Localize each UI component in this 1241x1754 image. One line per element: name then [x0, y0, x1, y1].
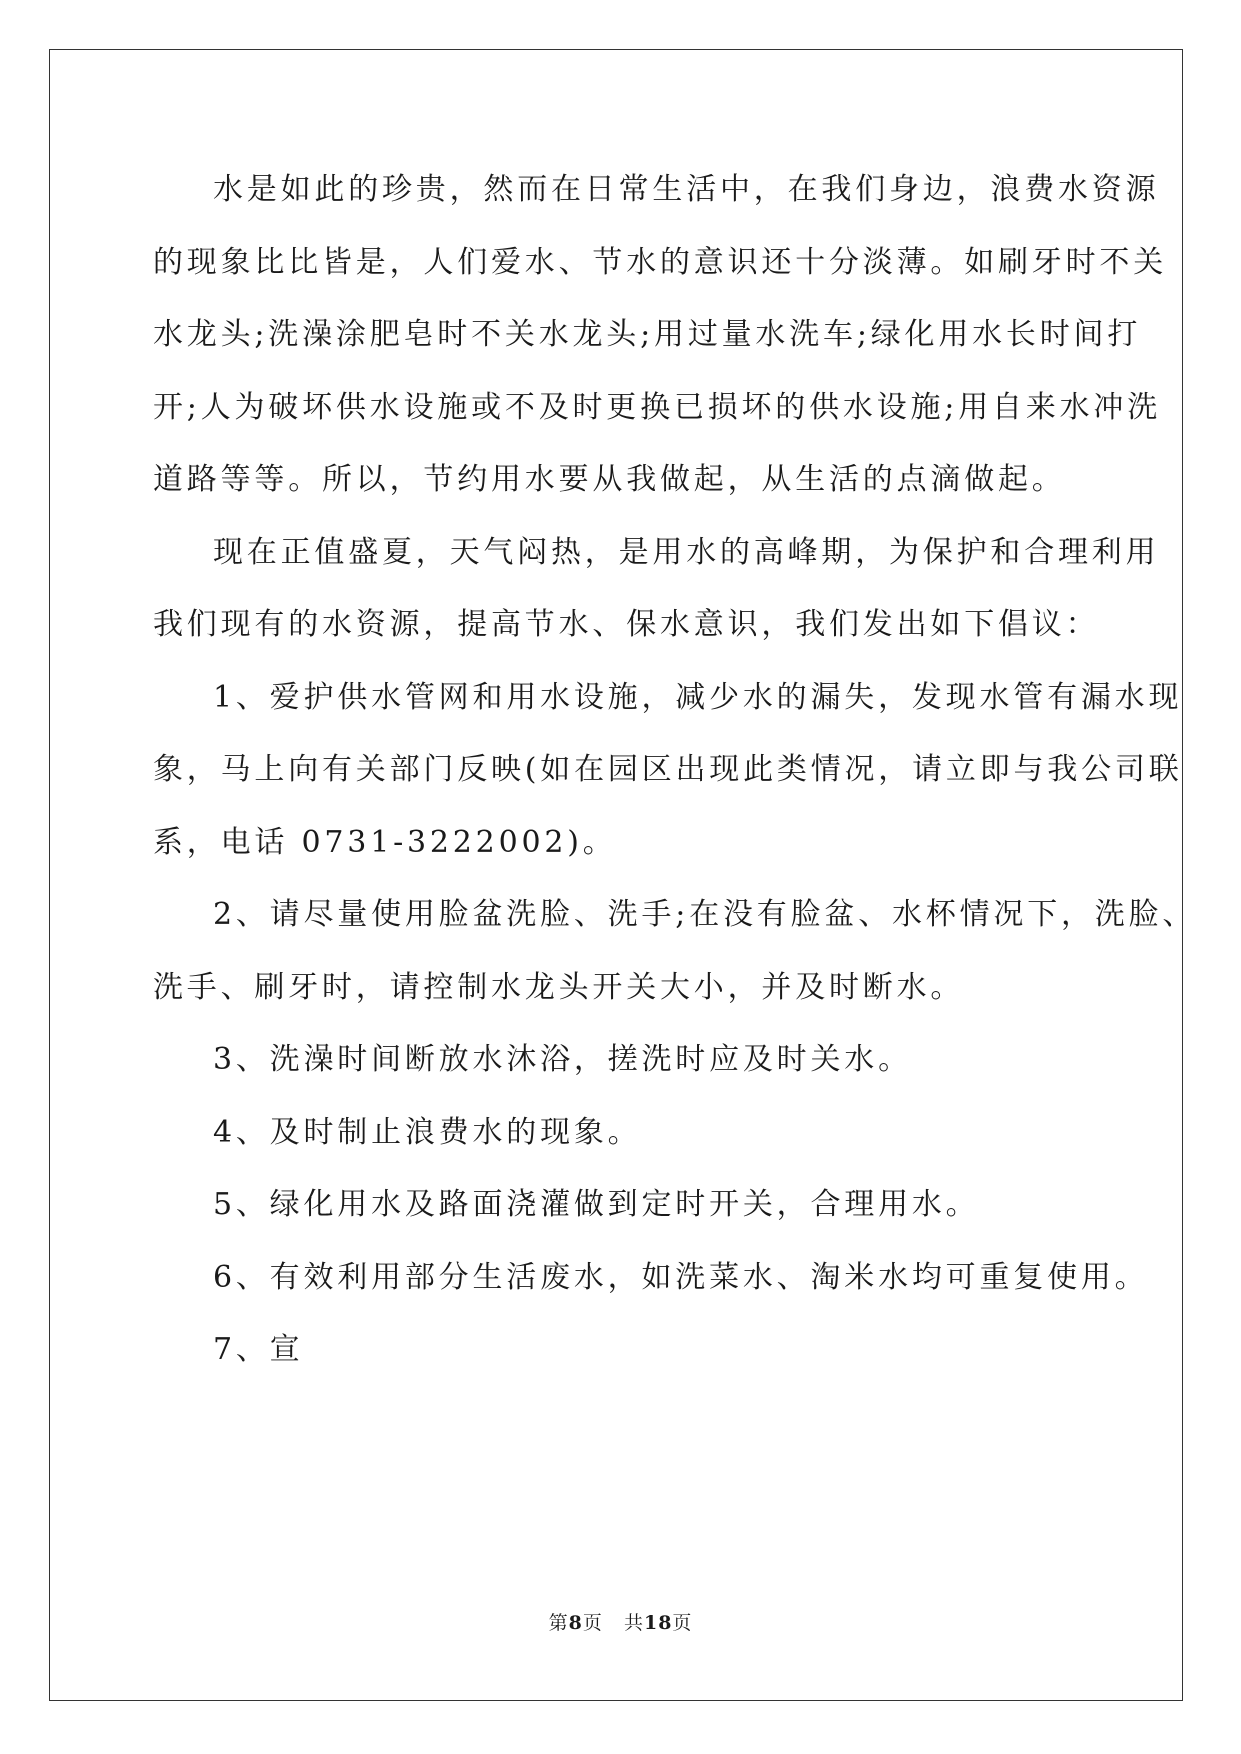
text-line: 开;人为破坏供水设施或不及时更换已损坏的供水设施;用自来水冲洗: [153, 389, 1162, 425]
footer-page-suffix: 页: [582, 1612, 603, 1634]
text-line: 象，马上向有关部门反映(如在园区出现此类情况，请立即与我公司联: [153, 752, 1183, 787]
page-number: 8: [568, 1612, 583, 1634]
text-line: 2、请尽量使用脸盆洗脸、洗手;在没有脸盆、水杯情况下，洗脸、: [213, 897, 1197, 932]
text-line: 6、有效利用部分生活废水，如洗菜水、淘米水均可重复使用。: [213, 1259, 1149, 1295]
page-footer: [0, 1608, 1241, 1635]
text-line: 道路等等。所以，节约用水要从我做起，从生活的点滴做起。: [153, 462, 1066, 497]
text-line: 1、爱护供水管网和用水设施，减少水的漏失，发现水管有漏水现: [213, 679, 1183, 715]
text-line: 4、及时制止浪费水的现象。: [213, 1114, 642, 1150]
footer-prefix: 第: [548, 1612, 569, 1634]
text-line: 7、宣: [213, 1332, 304, 1367]
text-line: 洗手、刷牙时，请控制水龙头开关大小，并及时断水。: [153, 969, 965, 1005]
text-line: 水是如此的珍贵，然而在日常生活中，在我们身边，浪费水资源: [213, 172, 1160, 207]
text-line: 我们现有的水资源，提高节水、保水意识，我们发出如下倡议：: [153, 607, 1100, 642]
text-line: 水龙头;洗澡涂肥皂时不关水龙头;用过量水洗车;绿化用水长时间打: [153, 317, 1142, 352]
page-total: 18: [643, 1612, 673, 1634]
text-line: 系，电话 0731-3222002)。: [153, 824, 617, 860]
text-line: 5、绿化用水及路面浇灌做到定时开关，合理用水。: [213, 1187, 980, 1222]
document-body: [153, 160, 1197, 1393]
text-line: 现在正值盛夏，天气闷热，是用水的高峰期，为保护和合理利用: [213, 534, 1160, 570]
text-line: 3、洗澡时间断放水沐浴，搓洗时应及时关水。: [213, 1042, 912, 1077]
footer-total-prefix: 共: [623, 1612, 644, 1634]
footer-total-suffix: 页: [672, 1612, 693, 1634]
text-line: 的现象比比皆是，人们爱水、节水的意识还十分淡薄。如刷牙时不关: [153, 244, 1167, 280]
